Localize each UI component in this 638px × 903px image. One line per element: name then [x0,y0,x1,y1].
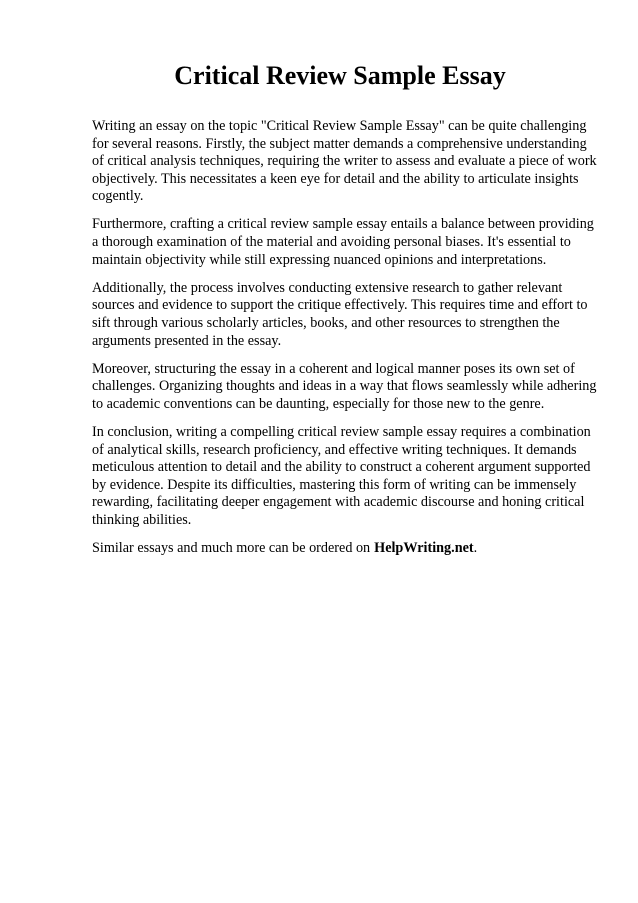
helpwriting-link[interactable]: HelpWriting.net [374,539,474,556]
paragraph-5: In conclusion, writing a compelling critical review sample essay requires a combination of analytical skills, research proficiency, and effective writing techniques. It demands meticulous attention to detail and the ability to construct a coherent argument supported by evidence. Despite its difficulties, mastering this form of writing can be immensely rewarding, facilitating deeper engagement with academic discourse and honing critical thinking abilities. [92,423,591,528]
footer-line [92,540,602,558]
footer-suffix: . [473,539,478,556]
paragraph-4: Moreover, structuring the essay in a coherent and logical manner poses its own set of challenges. Organizing thoughts and ideas in a way that flows seamlessly while adhering to academic conventions can be daunting, especially for those new to the genre. [92,360,597,412]
document-body [92,118,602,558]
paragraph-2: Furthermore, crafting a critical review sample essay entails a balance between providing a thorough examination of the material and avoiding personal biases. It's essential to maintain objectivity while still expressing nuanced opinions and interpretations. [92,216,594,268]
document-title: Critical Review Sample Essay [174,61,506,90]
paragraph-1: Writing an essay on the topic "Critical Review Sample Essay" can be quite challenging for several reasons. Firstly, the subject matter demands a comprehensive understanding of critical analysis techniques, requiring the writer to assess and evaluate a piece of work objectively. This necessitates a keen eye for detail and the ability to articulate insights cogently. [92,118,597,205]
paragraph-3: Additionally, the process involves conducting extensive research to gather relevant sources and evidence to support the critique effectively. This requires time and effort to sift through various scholarly articles, books, and other resources to strengthen the arguments presented in the essay. [92,279,588,349]
footer-text: Similar essays and much more can be ordered on [92,539,371,556]
